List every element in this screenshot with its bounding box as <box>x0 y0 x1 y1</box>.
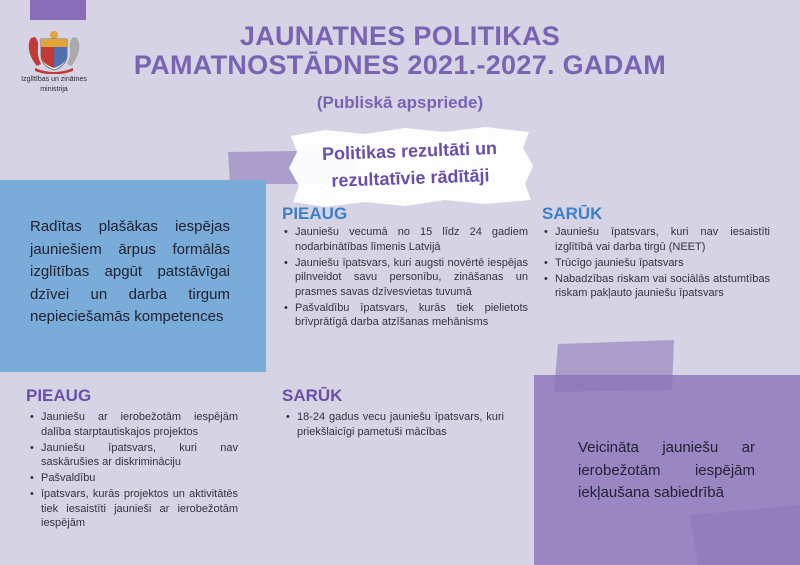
list-item: • Nabadzības riskam vai sociālās atstumtības riskam pakļauto jauniešu īpatsvars <box>542 272 770 301</box>
list-item: • Jauniešu īpatsvars, kuri nav iesaistīti izglītībā vai darba tirgū (NEET) <box>542 225 770 254</box>
list-item: • īpatsvars, kurās projektos un aktivitātēs tiek iesaistīti jaunieši ar ierobežotām iespējām <box>28 487 238 531</box>
page-subtitle: (Publiskā apspriede) <box>316 93 484 112</box>
list-item: • Jauniešu vecumā no 15 līdz 24 gadiem nodarbinātības līmenis Latvijā <box>282 225 528 254</box>
list-item: • 18-24 gadus vecu jauniešu īpatsvars, kuri priekšlaicīgi pametuši mācības <box>284 410 504 439</box>
tape-decor <box>554 340 676 392</box>
result-2-decrease-heading: SARŪK <box>282 386 343 405</box>
list-item: • Jauniešu īpatsvars, kuri augsti novērtē iespējas pilnveidot savu personību, zināšanas un prasmes savas dzīvesvietas tuvumā <box>282 256 528 300</box>
result-1-decrease-list <box>542 225 770 302</box>
tape-decor <box>690 505 800 565</box>
result-1-increase-heading: PIEAUG <box>282 204 348 223</box>
coat-of-arms-icon <box>23 26 85 74</box>
result-2-increase-heading: PIEAUG <box>26 386 92 405</box>
result-1-decrease-heading: SARŪK <box>542 204 603 223</box>
page-title <box>100 22 700 80</box>
title-line-1: JAUNATNES POLITIKAS <box>239 21 561 51</box>
banner-line-1: Politikas rezultāti un <box>321 137 498 165</box>
result-2-increase-list <box>28 410 238 532</box>
result-1-increase-list <box>282 225 528 331</box>
logo-caption-2: ministrija <box>40 86 68 93</box>
ministry-logo <box>18 26 90 94</box>
title-line-2: PAMATNOSTĀDNES 2021.-2027. GADAM <box>133 50 667 80</box>
result-1-text: Radītas plašākas iespējas jauniešiem ārpus formālās izglītības apgūt patstāvīgai dzīvei un darba tirgum nepieciešamās kompetences <box>30 218 230 325</box>
list-item: • Pašvaldību <box>28 471 238 486</box>
banner-title <box>284 134 536 197</box>
list-item: • Jauniešu ar ierobežotām iespējām dalība starptautiskajos projektos <box>28 410 238 439</box>
list-item: • Trūcīgo jauniešu īpatsvars <box>542 256 770 271</box>
top-decor-tab <box>30 0 86 20</box>
list-item: • Jauniešu īpatsvars, kuri nav saskārušies ar diskrimināciju <box>28 441 238 470</box>
result-2-text: Veicināta jauniešu ar ierobežotām iespējām iekļaušana sabiedrībā <box>578 439 755 501</box>
banner-line-2: rezultatīvie rādītāji <box>331 165 490 191</box>
section-banner <box>285 126 535 208</box>
result-2-decrease-list <box>284 410 504 441</box>
logo-caption-1: Izglītības un zinātnes <box>21 76 87 83</box>
list-item: • Pašvaldību īpatsvars, kurās tiek pielietots brīvprātīgā darba atzīšanas mehānisms <box>282 301 528 330</box>
